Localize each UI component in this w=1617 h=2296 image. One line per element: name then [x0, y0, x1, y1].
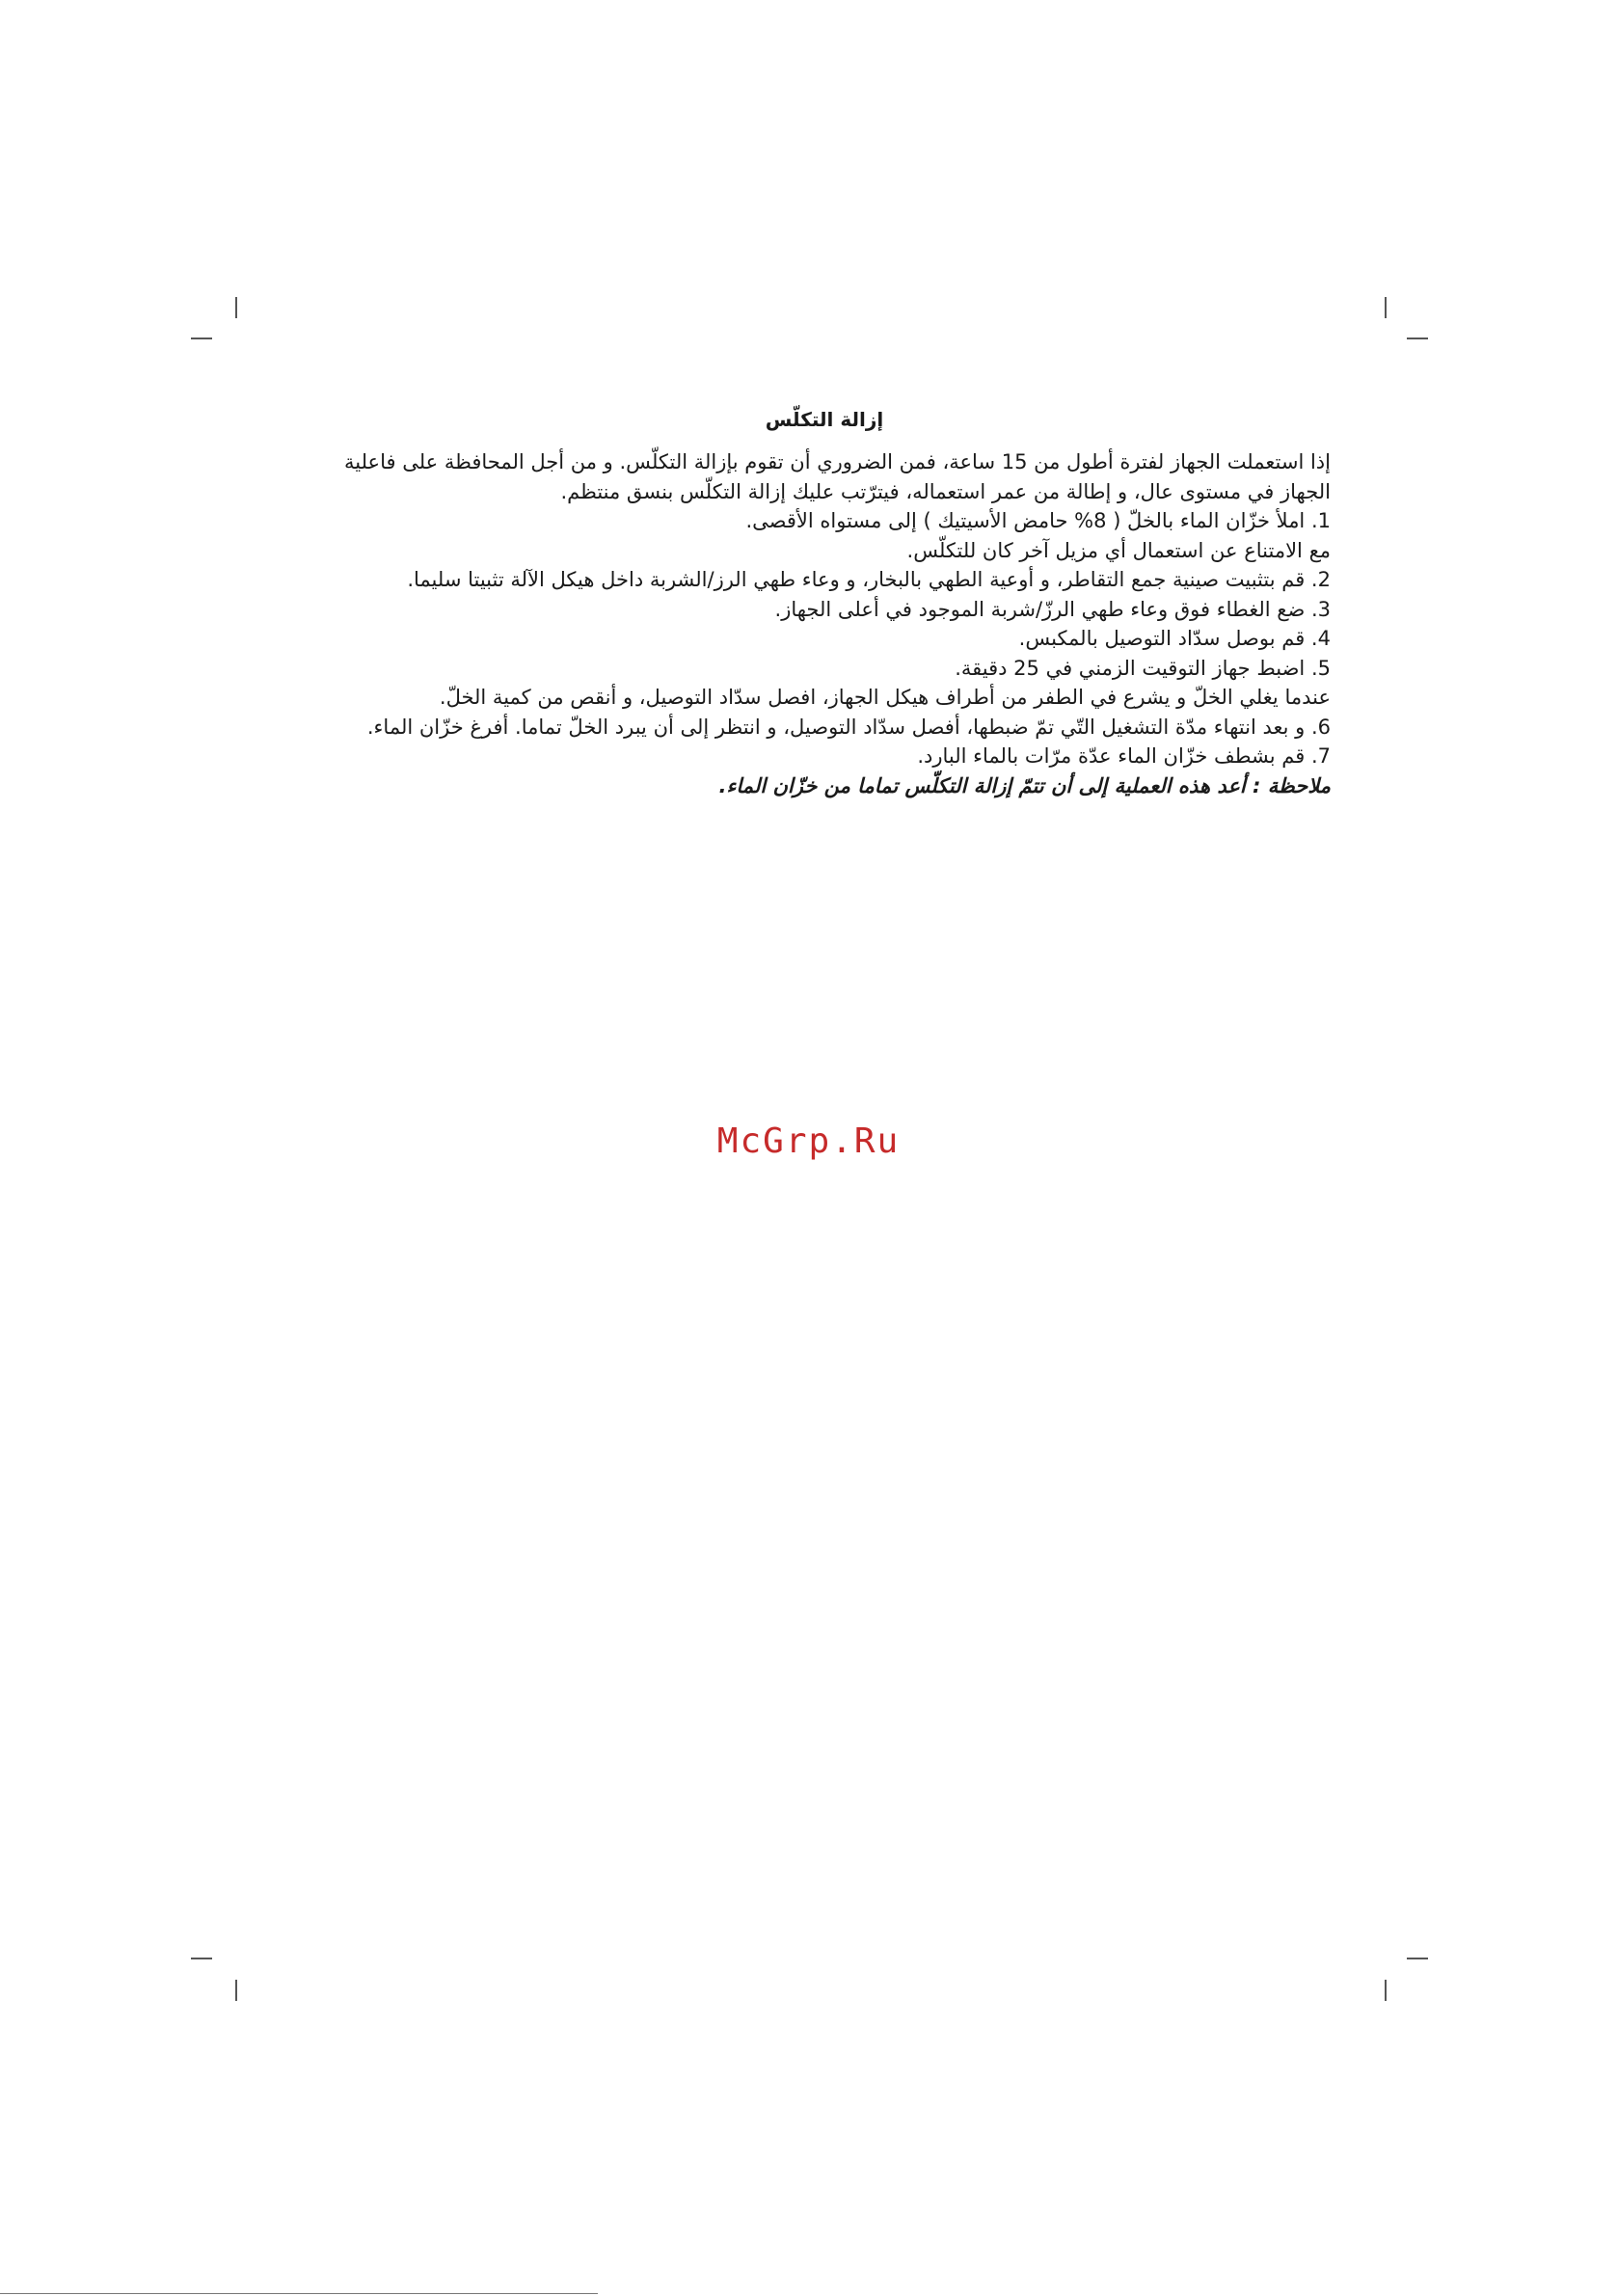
- section-title: إزالة التكلّس: [765, 408, 884, 431]
- document-body: [318, 405, 1331, 800]
- step-1: 1. املأ خزّان الماء بالخلّ ( 8% حامض الأسيتيك ) إلى مستواه الأقصى.: [745, 509, 1331, 532]
- step-2: 2. قم بتثبيت صينية جمع التقاطر، و أوعية الطهي بالبخار، و وعاء طهي الرز/الشربة داخل هيكل الآلة تثبيتا سليما.: [407, 568, 1331, 591]
- crop-mark-top-left-horizontal: [191, 338, 212, 339]
- crop-mark-bottom-right-vertical: [1385, 1980, 1387, 2001]
- watermark-text: McGrp.Ru: [716, 1121, 901, 1161]
- step-7: 7. قم بشطف خزّان الماء عدّة مرّات بالماء البارد.: [917, 744, 1331, 768]
- crop-mark-top-right-vertical: [1385, 297, 1387, 318]
- crop-mark-bottom-right-horizontal: [1407, 1958, 1428, 1959]
- crop-mark-top-left-vertical: [235, 297, 237, 318]
- step-3: 3. ضع الغطاء فوق وعاء طهي الرزّ/شربة الموجود في أعلى الجهاز.: [774, 597, 1331, 621]
- step-4: 4. قم بوصل سدّاد التوصيل بالمكبس.: [1018, 627, 1331, 650]
- step-5: 5. اضبط جهاز التوقيت الزمني في 25 دقيقة.: [955, 656, 1331, 680]
- step-6: 6. و بعد انتهاء مدّة التشغيل التّي تمّ ضبطها، أفصل سدّاد التوصيل، و انتظر إلى أن يبرد الخلّ تماما. أفرغ خزّان الماء.: [366, 715, 1331, 739]
- step-5-note: عندما يغلي الخلّ و يشرع في الطفر من أطراف هيكل الجهاز، افصل سدّاد التوصيل، و أنقص من كمية الخلّ.: [439, 686, 1331, 709]
- step-1-note: مع الامتناع عن استعمال أي مزيل آخر كان للتكلّس.: [906, 538, 1331, 562]
- crop-mark-bottom-left-horizontal: [191, 1958, 212, 1959]
- footer-rule: [0, 2293, 598, 2294]
- intro-line-2: الجهاز في مستوى عال، و إطالة من عمر استعماله، فيترّتب عليك إزالة التكلّس بنسق منتظم.: [560, 479, 1331, 503]
- crop-mark-top-right-horizontal: [1407, 338, 1428, 339]
- closing-note: ملاحظة : أعد هذه العملية إلى أن تتمّ إزالة التكلّس تماما من خزّان الماء.: [718, 773, 1331, 797]
- crop-mark-bottom-left-vertical: [235, 1980, 237, 2001]
- intro-line-1: إذا استعملت الجهاز لفترة أطول من 15 ساعة، فمن الضروري أن تقوم بإزالة التكلّس. و من أجل المحافظة على فاعلية: [344, 450, 1331, 473]
